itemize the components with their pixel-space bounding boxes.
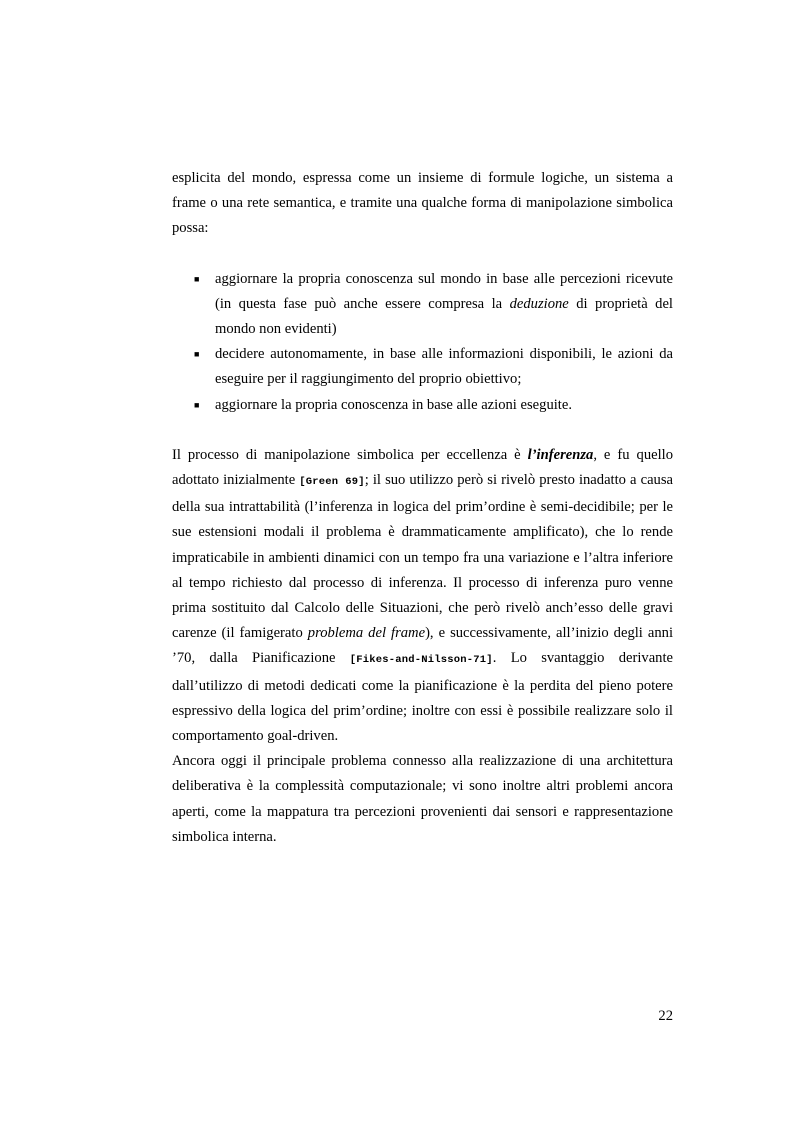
emphasis-problema-del-frame: problema del frame [307,625,426,642]
list-item [172,393,673,418]
list-item [172,267,673,343]
paragraph-inference [172,443,673,749]
emphasis-deduzione: deduzione [509,295,569,312]
citation-green-69: [Green 69] [299,476,365,489]
text-span: ; il suo utilizzo però si rivelò presto inadatto a causa della sua intrattabilità (l’inferenza in logica del prim’ordine è semi-decidibile; per le sue estensioni modali il problema è drammaticamente amplificato), che lo rende impraticabile in ambienti dinamici con un tempo fra una variazione e l’altra inferiore al tempo richiesto dal processo di inferenza. Il processo di inferenza puro venne prima sostituito dal Calcolo delle Situazioni, che però rivelò anch’esso delle gravi carenze (il famigerato [172,472,673,642]
citation-fikes-nilsson-71: [Fikes-and-Nilsson-71] [349,654,493,667]
paragraph-conclusion: Ancora oggi il principale problema connesso alla realizzazione di una architettura deliberativa è la complessità computazionale; vi sono inoltre altri problemi ancora aperti, come la mappatura tra percezioni provenienti dai sensori e rappresentazione simbolica interna. [172,753,673,845]
text-span: Il processo di manipolazione simbolica per eccellenza è [172,446,528,463]
page-number: 22 [658,1008,673,1024]
list-item-text: aggiornare la propria conoscenza in base alle azioni eseguite. [215,396,572,413]
list-item [172,342,673,392]
text-span: , e fu quello adottato inizialmente [172,446,673,489]
square-bullet-icon: ■ [194,273,200,284]
square-bullet-icon: ■ [194,399,200,410]
text-span: . Lo svantaggio derivante dall’utilizzo di metodi dedicati come la pianificazione è la perdita del pieno potere espressivo della logica del prim’ordine; inoltre con essi è possibile realizzare solo il comportamento goal-driven. [172,650,673,745]
list-item-text: di proprietà del mondo non evidenti) [215,295,673,338]
bullet-list [172,267,673,418]
emphasis-inferenza: l’inferenza [527,446,594,463]
list-item-text: decidere autonomamente, in base alle informazioni disponibili, le azioni da eseguire per il raggiungimento del proprio obiettivo; [215,346,673,388]
text-span: ), e successivamente, all’inizio degli anni ’70, dalla Pianificazione [172,625,673,667]
paragraph-intro: esplicita del mondo, espressa come un insieme di formule logiche, un sistema a frame o una rete semantica, e tramite una qualche forma di manipolazione simbolica possa: [172,170,673,237]
page-body [172,166,673,850]
list-item-text: aggiornare la propria conoscenza sul mondo in base alle percezioni ricevute (in questa fase può anche essere compresa la [215,270,673,312]
square-bullet-icon: ■ [194,349,200,360]
